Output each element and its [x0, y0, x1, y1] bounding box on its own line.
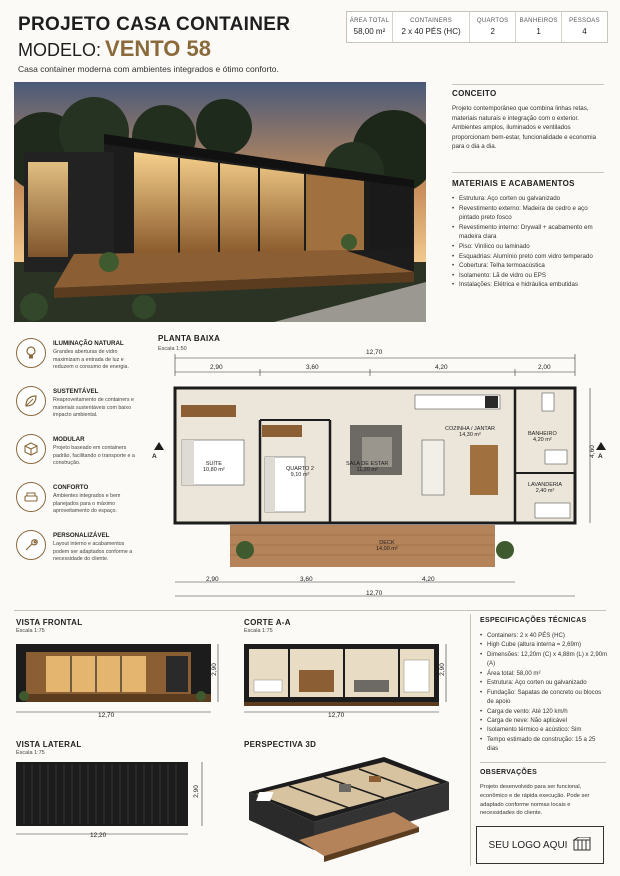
room-lavanderia: LAVANDERIA 2,40 m²	[528, 482, 563, 494]
spec-area: ÁREA TOTAL 58,00 m²	[347, 12, 393, 42]
list-item: • Piso: Vinílico ou laminado	[452, 242, 606, 252]
conceito-title: CONCEITO	[452, 89, 497, 98]
list-item: • Isolamento: Lã de vidro ou EPS	[452, 271, 606, 281]
perspectiva-3d-image	[244, 752, 454, 866]
project-subtitle: Casa container moderna com ambientes integrados e ótimo conforto.	[18, 64, 279, 74]
materiais-list	[452, 194, 606, 290]
room-banheiro: BANHEIRO 4,20 m²	[528, 431, 557, 443]
section-marker-left: A	[152, 453, 157, 460]
list-item: • Área total: 58,00 m²	[480, 669, 608, 678]
dim-total-bottom: 12,70	[366, 590, 383, 597]
feature-conforto: CONFORTO Ambientes integrados e bem planejados para o máximo aproveitamento do espaço.	[16, 482, 138, 528]
cube-icon	[16, 434, 46, 464]
dim-segment-1: 2,90	[210, 364, 223, 371]
room-sala: SALA DE ESTAR 11,20 m²	[346, 461, 389, 473]
list-item: • Instalações: Elétrica e hidráulica embutidas	[452, 280, 606, 290]
list-item: • Isolamento térmico e acústico: Sim	[480, 725, 608, 734]
planta-title: PLANTA BAIXA	[158, 334, 221, 343]
feature-sustentavel: SUSTENTÁVEL Reaproveitamento de containers e materiais sustentáveis com baixo impacto ambiental.	[16, 386, 138, 432]
list-item: • Estrutura: Aço corten ou galvanizado	[452, 194, 606, 204]
divider	[452, 172, 604, 173]
list-item: • Dimensões: 12,20m (C) x 4,88m (L) x 2,90m (A)	[480, 650, 608, 669]
list-item: • High Cube (altura interna = 2,69m)	[480, 640, 608, 649]
divider	[452, 84, 604, 85]
vista-lateral-height: 2,90	[192, 785, 200, 798]
vista-frontal-height: 2,90	[210, 663, 218, 676]
hero-render-image	[14, 82, 426, 322]
sofa-icon	[16, 482, 46, 512]
corte-scale: Escala 1:75	[244, 628, 273, 634]
perspectiva-title: PERSPECTIVA 3D	[244, 740, 317, 749]
spec-containers: CONTAINERS 2 x 40 PÉS (HC)	[393, 12, 470, 42]
observacoes-title: OBSERVAÇÕES	[480, 769, 538, 776]
feature-modular: MODULAR Projeto baseado em containers padrão, facilitando o transporte e a construção.	[16, 434, 138, 480]
list-item: • Carga de vento: Até 120 km/h	[480, 707, 608, 716]
vista-lateral-width: 12,20	[90, 832, 107, 839]
room-quarto-2: QUARTO 2 9,10 m²	[286, 466, 314, 478]
divider	[14, 610, 606, 611]
divider	[480, 762, 606, 763]
corte-drawing	[244, 640, 454, 730]
list-item: • Estrutura: Aço corten ou galvanizado	[480, 678, 608, 687]
feature-personalizavel: PERSONALIZÁVEL Layout interno e acabamentos podem ser adaptados conforme a necessidade do cliente.	[16, 530, 138, 576]
list-item: • Fundação: Sapatas de concreto ou blocos de apoio	[480, 688, 608, 707]
vista-lateral-drawing	[16, 760, 216, 850]
lightbulb-icon	[16, 338, 46, 368]
list-item: • Esquadrias: Alumínio preto com vidro temperado	[452, 252, 606, 262]
especificacoes-title: ESPECIFICAÇÕES TÉCNICAS	[480, 617, 587, 624]
room-cozinha: COZINHA / JANTAR 14,30 m²	[445, 426, 496, 438]
summary-spec-table	[346, 11, 608, 43]
dim-segment-2: 3,60	[306, 364, 319, 371]
room-suite: SUÍTE 10,80 m²	[203, 461, 225, 473]
planta-scale: Escala 1:50	[158, 346, 187, 352]
dim-segment-3: 4,20	[435, 364, 448, 371]
spec-pessoas: PESSOAS 4	[569, 18, 600, 36]
dim-total-top: 12,70	[366, 349, 383, 356]
conceito-text: Projeto contemporâneo que combina linhas retas, materiais naturais e integração com o exterior. Ambientes amplos, iluminados e ventilados proporcionam bem-estar, funcionalidade e economia para o dia a dia.	[452, 105, 597, 151]
project-title: PROJETO CASA CONTAINER	[18, 14, 291, 35]
spec-quartos: QUARTOS 2	[470, 12, 516, 42]
divider	[470, 614, 471, 866]
logo-text: SEU LOGO AQUI	[488, 839, 568, 851]
corte-title: CORTE A-A	[244, 618, 291, 627]
vista-frontal-width: 12,70	[98, 712, 115, 719]
materiais-title: MATERIAIS E ACABAMENTOS	[452, 179, 575, 188]
model-title	[18, 36, 211, 62]
section-marker-right: A	[598, 453, 603, 460]
list-item: • Revestimento externo: Madeira de cedro e aço pintado preto fosco	[452, 204, 606, 223]
corte-width: 12,70	[328, 712, 345, 719]
list-item: • Containers: 2 x 40 PÉS (HC)	[480, 631, 608, 640]
dim-bottom-1: 2,90	[206, 576, 219, 583]
especificacoes-list	[480, 631, 608, 754]
vista-lateral-title: VISTA LATERAL	[16, 740, 82, 749]
dim-bottom-2: 3,60	[300, 576, 313, 583]
vista-frontal-drawing	[16, 640, 226, 730]
vista-lateral-scale: Escala 1:75	[16, 750, 45, 756]
feature-iluminacao: ILUMINAÇÃO NATURAL Grandes aberturas de vidro maximizam a entrada de luz e reduzem o consumo de energia.	[16, 338, 138, 384]
vista-frontal-scale: Escala 1:75	[16, 628, 45, 634]
room-deck: DECK 14,00 m²	[376, 540, 398, 552]
spec-banheiros: BANHEIROS 1	[516, 12, 562, 42]
dim-segment-4: 2,00	[538, 364, 551, 371]
container-icon	[573, 837, 591, 854]
logo-placeholder	[476, 826, 604, 864]
model-name: VENTO 58	[105, 36, 211, 61]
vista-frontal-title: VISTA FRONTAL	[16, 618, 83, 627]
dim-bottom-3: 4,20	[422, 576, 435, 583]
leaf-icon	[16, 386, 46, 416]
model-prefix: MODELO:	[18, 40, 102, 60]
floor-plan	[150, 345, 610, 605]
corte-height: 2,90	[438, 663, 446, 676]
wrench-icon	[16, 530, 46, 560]
dim-height: 4,60	[588, 445, 596, 458]
list-item: • Revestimento interno: Drywall + acabamento em madeira clara	[452, 223, 606, 242]
list-item: • Cobertura: Telha termoacústica	[452, 261, 606, 271]
observacoes-text: Projeto desenvolvido para ser funcional, econômico e de rápida execução. Pode ser adaptado conforme normas locais e necessidades do cliente.	[480, 784, 590, 817]
list-item: • Carga de neve: Não aplicável	[480, 716, 608, 725]
list-item: • Tempo estimado de construção: 15 a 25 dias	[480, 735, 608, 754]
